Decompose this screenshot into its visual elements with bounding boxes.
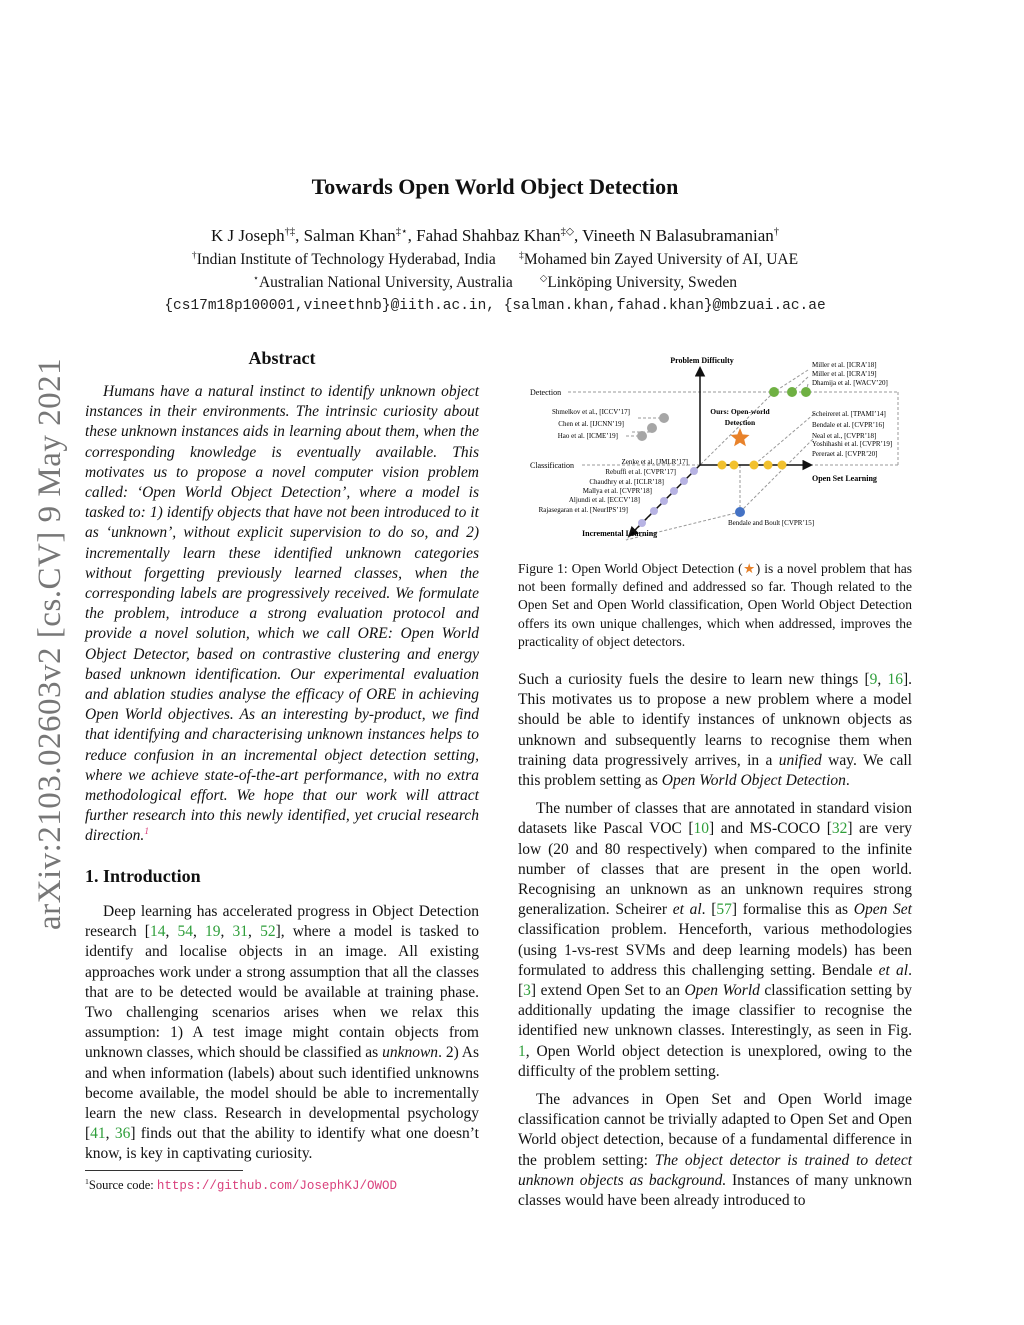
lavender-dot (638, 519, 646, 527)
footnote-ref[interactable]: 1 (144, 826, 150, 838)
ref-label: Neal et al., [CVPR’18] (812, 432, 877, 440)
author-marks: ‡◇ (560, 226, 574, 238)
ref-label: Pereraet al. [CVPR’20] (812, 450, 878, 458)
figure-link[interactable]: 1 (518, 1042, 526, 1060)
ref-label: Aljundi et al. [ECCV’18] (568, 496, 640, 504)
figure-1-diagram (518, 350, 916, 550)
figure-1-caption (518, 560, 912, 651)
yellow-dot (718, 461, 727, 470)
affiliation: Mohamed bin Zayed University of AI, UAE (523, 251, 799, 268)
label-detection: Detection (530, 388, 562, 397)
ref-label: Bendale et al. [CVPR’16] (812, 421, 885, 429)
intro-heading: 1. Introduction (85, 866, 201, 886)
grey-dot (637, 431, 647, 441)
author-marks: †‡ (284, 226, 296, 238)
label-classification: Classification (530, 461, 574, 470)
affiliation: Linköping University, Sweden (547, 274, 738, 291)
ref-label: Rajasegaran et al. [NeurIPS’19] (538, 506, 628, 514)
source-code-link[interactable]: https://github.com/JosephKJ/OWOD (156, 1179, 397, 1193)
ref-label-open-world: Bendale and Boult [CVPR’15] (728, 519, 815, 527)
affiliation-line-2 (0, 274, 990, 292)
aff-mark: ◇ (539, 272, 548, 284)
intro-text: . 2) As and when information (labels) about such identified unknowns become available, the model should be able to incrementally learn the new class. Research in developmental psychology [ (85, 1044, 479, 1143)
arxiv-side-stamp: arXiv:2103.02603v2 [cs.CV] 9 May 2021 (32, 357, 68, 930)
grey-dot (647, 423, 657, 433)
ref-label: Shmelkov et al., [ICCV’17] (552, 408, 630, 416)
citation-link[interactable]: 41 (90, 1125, 106, 1143)
label-incremental-learning: Incremental Learning (582, 529, 658, 538)
abstract-text: Humans have a natural instinct to identify unknown object instances in their environments. The intrinsic curiosity about these unknown instances aids in learning about them, when the corresponding knowledge is eventually available. This motivates us to propose a novel computer vision problem called: ‘Open World Object Detection’, where a model is tasked to: 1) identify objects that have not been introduced to it as ‘unknown’, without explicit supervision to do so, and 2) incrementally learn these identified unknown categories without forgetting previously learned classes, when the corresponding labels are progressively received. We formulate the problem, introduce a strong evaluation protocol and provide a novel solution, which we call ORE: Open World Object Detector, based on contrastive clustering and energy based unknown identification. Our experimental evaluation and ablation studies analyse the efficacy of ORE in achieving Open World objectives. As an interesting by-product, we find that identifying and characterising unknown instances helps to reduce confusion in an incremental object detection setting, where we achieve state-of-the-art performance, with no extra methodological effort. We hope that our work will attract further research into this newly identified, yet crucial research direction. (85, 383, 479, 845)
ref-label: Chen et al. [IJCNN’19] (558, 420, 624, 428)
yellow-dot (730, 461, 739, 470)
caption-text: ) is a novel problem that has not been formally defined and addressed so far. Though related to the Open Set and Open World classification, Open World Object Detection offers its own unique challenges, which when addressed, improves the practicality of object detectors. (518, 561, 913, 649)
ref-label: Miller et al. [ICRA’19] (812, 370, 877, 378)
citation-link[interactable]: 14 (149, 923, 166, 941)
paragraph: The number of classes that are annotated in standard vision datasets like Pascal VOC [10] and MS-COCO [32] are very low (20 and 80 respectively) when compared to the infinite number of classes that are present in the open world. Recognising an unknown as an unknown requires strong generalization. Scheirer et al. [57] formalise this as Open Set classification problem. Henceforth, various methodologies (using 1-vs-rest SVMs and deep learning models) has been formulated to address this challenging setting. Bendale et al. [3] extend Open Set to an Open World classification setting by additionally updating the image classifier to recognise the identified new unknown classes. Interestingly, as seen in Fig. 1, Open World object detection is unexplored, owing to the difficulty of the problem setting. (518, 800, 913, 1080)
abstract-heading: Abstract (248, 348, 316, 368)
lavender-dot (690, 467, 698, 475)
aff-mark: ‡ (519, 249, 524, 261)
intro-text: ], where a model is tasked to identify and localise objects in an image. All existing approaches work under a strong assumption that all the classes that are to be detected would be available at training phase. Two challenging scenarios arises when we relax this assumption: 1) A test image might contain objects from unknown classes, which should be classified as (85, 923, 480, 1062)
label-problem-difficulty: Problem Difficulty (670, 356, 734, 365)
citation-link[interactable]: 57 (716, 901, 732, 919)
lavender-dot (650, 507, 658, 515)
ref-label: Zenke et al. [JMLR’17] (621, 458, 688, 466)
citation-link[interactable]: 19 (205, 923, 221, 941)
yellow-dot (764, 461, 773, 470)
citation-link[interactable]: 16 (887, 671, 903, 688)
lavender-dot (670, 487, 678, 495)
affiliation-line-1 (0, 251, 990, 269)
author-emails: {cs17m18p100001,vineethnb}@iith.ac.in, {salman.khan,fahad.khan}@mbzuai.ac.ae (164, 298, 826, 314)
citation-link[interactable]: 36 (114, 1125, 131, 1143)
affiliation: Australian National University, Australia (258, 274, 513, 291)
osl-refs (812, 410, 892, 458)
grey-dot (659, 413, 669, 423)
footnote-mark: 1 (85, 1176, 89, 1186)
paragraph: The advances in Open Set and Open World image classification cannot be trivially adapted to Open Set and Open World object detection, because of a fundamental difference in the problem setting: The object detector is trained to detect unknown objects as background. Instances of many unknown classes would have been already introduced to (518, 1091, 912, 1210)
lavender-dot (660, 497, 668, 505)
citation-link[interactable]: 10 (693, 820, 710, 838)
intro-text: ] finds out that the ability to identify what one doesn’t know, is key in captivating curiosity. (85, 1125, 479, 1163)
yellow-dot (778, 461, 787, 470)
caption-star-icon: ★ (742, 561, 756, 576)
ref-label: Rebuffi et al. [CVPR’17] (605, 468, 676, 476)
affiliation: Indian Institute of Technology Hyderabad, India (196, 251, 496, 268)
intro-emphasis: unknown (382, 1044, 439, 1062)
author-marks: † (773, 226, 780, 238)
open-world-detection-star (731, 428, 750, 446)
ref-label: Mallya et al. [CVPR’18] (582, 487, 652, 495)
green-dot (787, 387, 797, 397)
footnote (85, 1178, 397, 1193)
green-dot (801, 387, 811, 397)
caption-text: Figure 1: Open World Object Detection ( (518, 561, 743, 576)
citation-link[interactable]: 31 (232, 923, 249, 941)
author-marks: ‡⋆ (395, 226, 408, 238)
right-column-text (518, 670, 912, 1219)
ref-label: Chaudhry et al. [ICLR’18] (589, 478, 664, 486)
author-name: Fahad Shahbaz Khan (416, 226, 561, 245)
label-ours-2: Detection (724, 418, 756, 427)
aff-mark: ⋆ (252, 272, 259, 284)
green-dot (769, 387, 779, 397)
det-refs (812, 361, 888, 387)
paper-title: Towards Open World Object Detection (311, 174, 679, 199)
citation-link[interactable]: 32 (831, 820, 848, 838)
grey-dots (637, 413, 669, 441)
ref-label: Dhamija et al. [WACV’20] (812, 379, 888, 387)
intro-text: Deep learning has accelerated progress in Object Detection research [ (85, 903, 479, 941)
intro-paragraph: Deep learning has accelerated progress in Object Detection research [14, 54, 19, 31, 52], where a model is tasked to identify and localise objects in an image. All existing approaches work under a strong assumption that all the classes that are to be detected would be available at training phase. Two challenging scenarios arises when we relax this assumption: 1) A test image might contain objects from unknown classes, which should be classified as unknown. 2) As and when information (labels) about such identified unknowns become available, the model should be able to incrementally learn the new class. Research in developmental psychology [41, 36] finds out that the ability to identify what one doesn’t know, is key in captivating curiosity. (85, 903, 480, 1163)
figure-1 (518, 350, 916, 550)
author-line: K J Joseph†‡, Salman Khan‡⋆, Fahad Shahbaz Khan‡◇, Vineeth N Balasubramanian† (210, 226, 780, 245)
citation-link[interactable]: 54 (177, 923, 193, 941)
author-name: Salman Khan (303, 226, 396, 245)
ref-label: Yoshihashi et al. [CVPR’19] (812, 440, 893, 448)
blue-dot (735, 507, 745, 517)
lavender-dot (680, 477, 688, 485)
footnote-rule (85, 1170, 243, 1171)
inc-det-refs (552, 408, 630, 440)
citation-link[interactable]: 52 (260, 923, 276, 941)
author-name: K J Joseph (210, 226, 285, 245)
abstract-body (85, 382, 479, 847)
ref-label: Scheireret al. [TPAMI’14] (812, 410, 886, 418)
ref-label: Miller et al. [ICRA’18] (812, 361, 877, 369)
author-name: Vineeth N Balasubramanian (582, 226, 774, 245)
label-open-set-learning: Open Set Learning (812, 474, 877, 483)
ref-label: Hao et al. [ICME’19] (557, 432, 618, 440)
citation-link[interactable]: 9 (869, 671, 878, 688)
green-dots (769, 387, 811, 397)
footnote-label: Source code: (88, 1178, 157, 1192)
citation-link[interactable]: 3 (523, 982, 531, 1000)
aff-mark: † (191, 249, 197, 261)
label-ours-1: Ours: Open-world (710, 407, 770, 416)
yellow-dot (750, 461, 759, 470)
paragraph: Such a curiosity fuels the desire to learn new things [9, 16]. This motivates us to propose a new problem where a model should be able to identify instances of unknown objects as unknown and subsequently learns to recognise them when training data progressively arrives, in a unified way. We call this problem setting as Open World Object Detection. (518, 671, 912, 790)
